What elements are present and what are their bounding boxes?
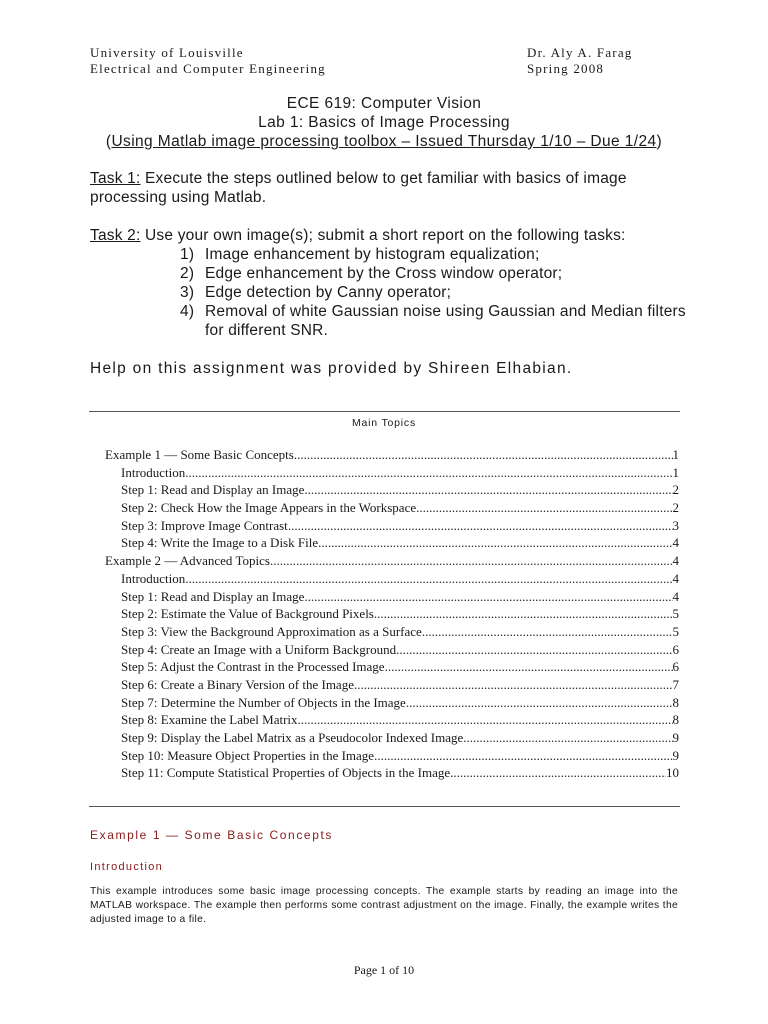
header-right: [527, 45, 633, 77]
task-2-text: Use your own image(s); submit a short report on the following tasks:: [140, 227, 626, 244]
toc-entry[interactable]: Step 7: Determine the Number of Objects in the Image ..... 8: [105, 694, 679, 712]
task-1-text: Execute the steps outlined below to get familiar with basics of image processing using Matlab.: [90, 170, 627, 206]
divider-top: [89, 411, 680, 412]
toc-entry[interactable]: Step 4: Write the Image to a Disk File ..... 4: [105, 534, 679, 552]
divider-bottom: [89, 806, 680, 807]
task-list-number: 4): [180, 303, 195, 320]
section-body: This example introduces some basic image processing concepts. The example starts by reading an image into the MATLAB workspace. The example then performs some contrast adjustment on the image. Finally, the example writes the adjusted image to a file.: [90, 886, 678, 925]
header-instructor: Dr. Aly A. Farag: [527, 45, 633, 60]
header-term: Spring 2008: [527, 61, 605, 76]
header-left: [90, 45, 326, 77]
task-2: [90, 226, 690, 245]
toc-entry[interactable]: Step 10: Measure Object Properties in the Image ..... 9: [105, 747, 679, 765]
task-list: [90, 245, 690, 340]
task-list-text: Edge enhancement by the Cross window operator;: [205, 265, 563, 282]
title-block: [0, 94, 768, 151]
toc-entry[interactable]: Step 2: Estimate the Value of Background Pixels ..... 5: [105, 605, 679, 623]
toc-entry[interactable]: Step 4: Create an Image with a Uniform Background ..... 6: [105, 641, 679, 659]
course-title: ECE 619: Computer Vision: [286, 95, 482, 112]
toc-entry[interactable]: Introduction ..... 4: [105, 570, 679, 588]
task-list-text: Removal of white Gaussian noise using Gaussian and Median filters for different SNR.: [205, 303, 686, 339]
toc-entry[interactable]: Step 3: Improve Image Contrast ..... 3: [105, 517, 679, 535]
toc-entry[interactable]: Example 2 — Advanced Topics ..... 4: [105, 552, 679, 570]
task-list-text: Edge detection by Canny operator;: [205, 284, 452, 301]
task-list-number: 2): [180, 265, 195, 282]
lab-note: [0, 132, 768, 151]
lab-note-text: Using Matlab image processing toolbox – Issued Thursday 1/10 – Due 1/24: [111, 133, 657, 150]
section-title: Example 1 — Some Basic Concepts: [90, 828, 334, 842]
toc-entry[interactable]: Step 2: Check How the Image Appears in the Workspace ..... 2: [105, 499, 679, 517]
help-credit: Help on this assignment was provided by Shireen Elhabian.: [90, 360, 573, 377]
lab-title: Lab 1: Basics of Image Processing: [258, 114, 510, 131]
toc-entry[interactable]: Step 5: Adjust the Contrast in the Processed Image ..... 6: [105, 658, 679, 676]
task-list-item: [90, 302, 690, 340]
task-list-item: [90, 245, 690, 264]
task-list-number: 1): [180, 246, 195, 263]
section-subtitle: Introduction: [90, 861, 164, 873]
toc-entry[interactable]: Step 8: Examine the Label Matrix ..... 8: [105, 711, 679, 729]
note-paren-open: (: [105, 133, 112, 150]
toc-entry[interactable]: Step 3: View the Background Approximation as a Surface ..... 5: [105, 623, 679, 641]
task-list-text: Image enhancement by histogram equalization;: [205, 246, 540, 263]
toc-entry[interactable]: Step 6: Create a Binary Version of the Image ..... 7: [105, 676, 679, 694]
toc-entry[interactable]: Introduction ..... 1: [105, 464, 679, 482]
task-1-heading: Task 1:: [90, 170, 141, 187]
toc-entry[interactable]: Step 11: Compute Statistical Properties of Objects in the Image ..... 10: [105, 764, 679, 782]
toc-entry[interactable]: Step 9: Display the Label Matrix as a Pseudocolor Indexed Image ..... 9: [105, 729, 679, 747]
toc-entry[interactable]: Example 1 — Some Basic Concepts ..... 1: [105, 446, 679, 464]
task-list-item: [90, 283, 690, 302]
header-university: University of Louisville: [90, 45, 244, 60]
toc-entry[interactable]: Step 1: Read and Display an Image ..... 4: [105, 588, 679, 606]
header-department: Electrical and Computer Engineering: [90, 61, 326, 76]
task-1: [90, 169, 690, 207]
toc-heading: Main Topics: [351, 417, 417, 429]
table-of-contents: [105, 446, 679, 782]
task-list-item: [90, 264, 690, 283]
tasks-section: [90, 169, 690, 397]
task-2-heading: Task 2:: [90, 227, 141, 244]
note-paren-close: ): [656, 133, 663, 150]
toc-entry[interactable]: Step 1: Read and Display an Image ..... 2: [105, 481, 679, 499]
task-list-number: 3): [180, 284, 195, 301]
page-footer: Page 1 of 10: [353, 963, 415, 977]
